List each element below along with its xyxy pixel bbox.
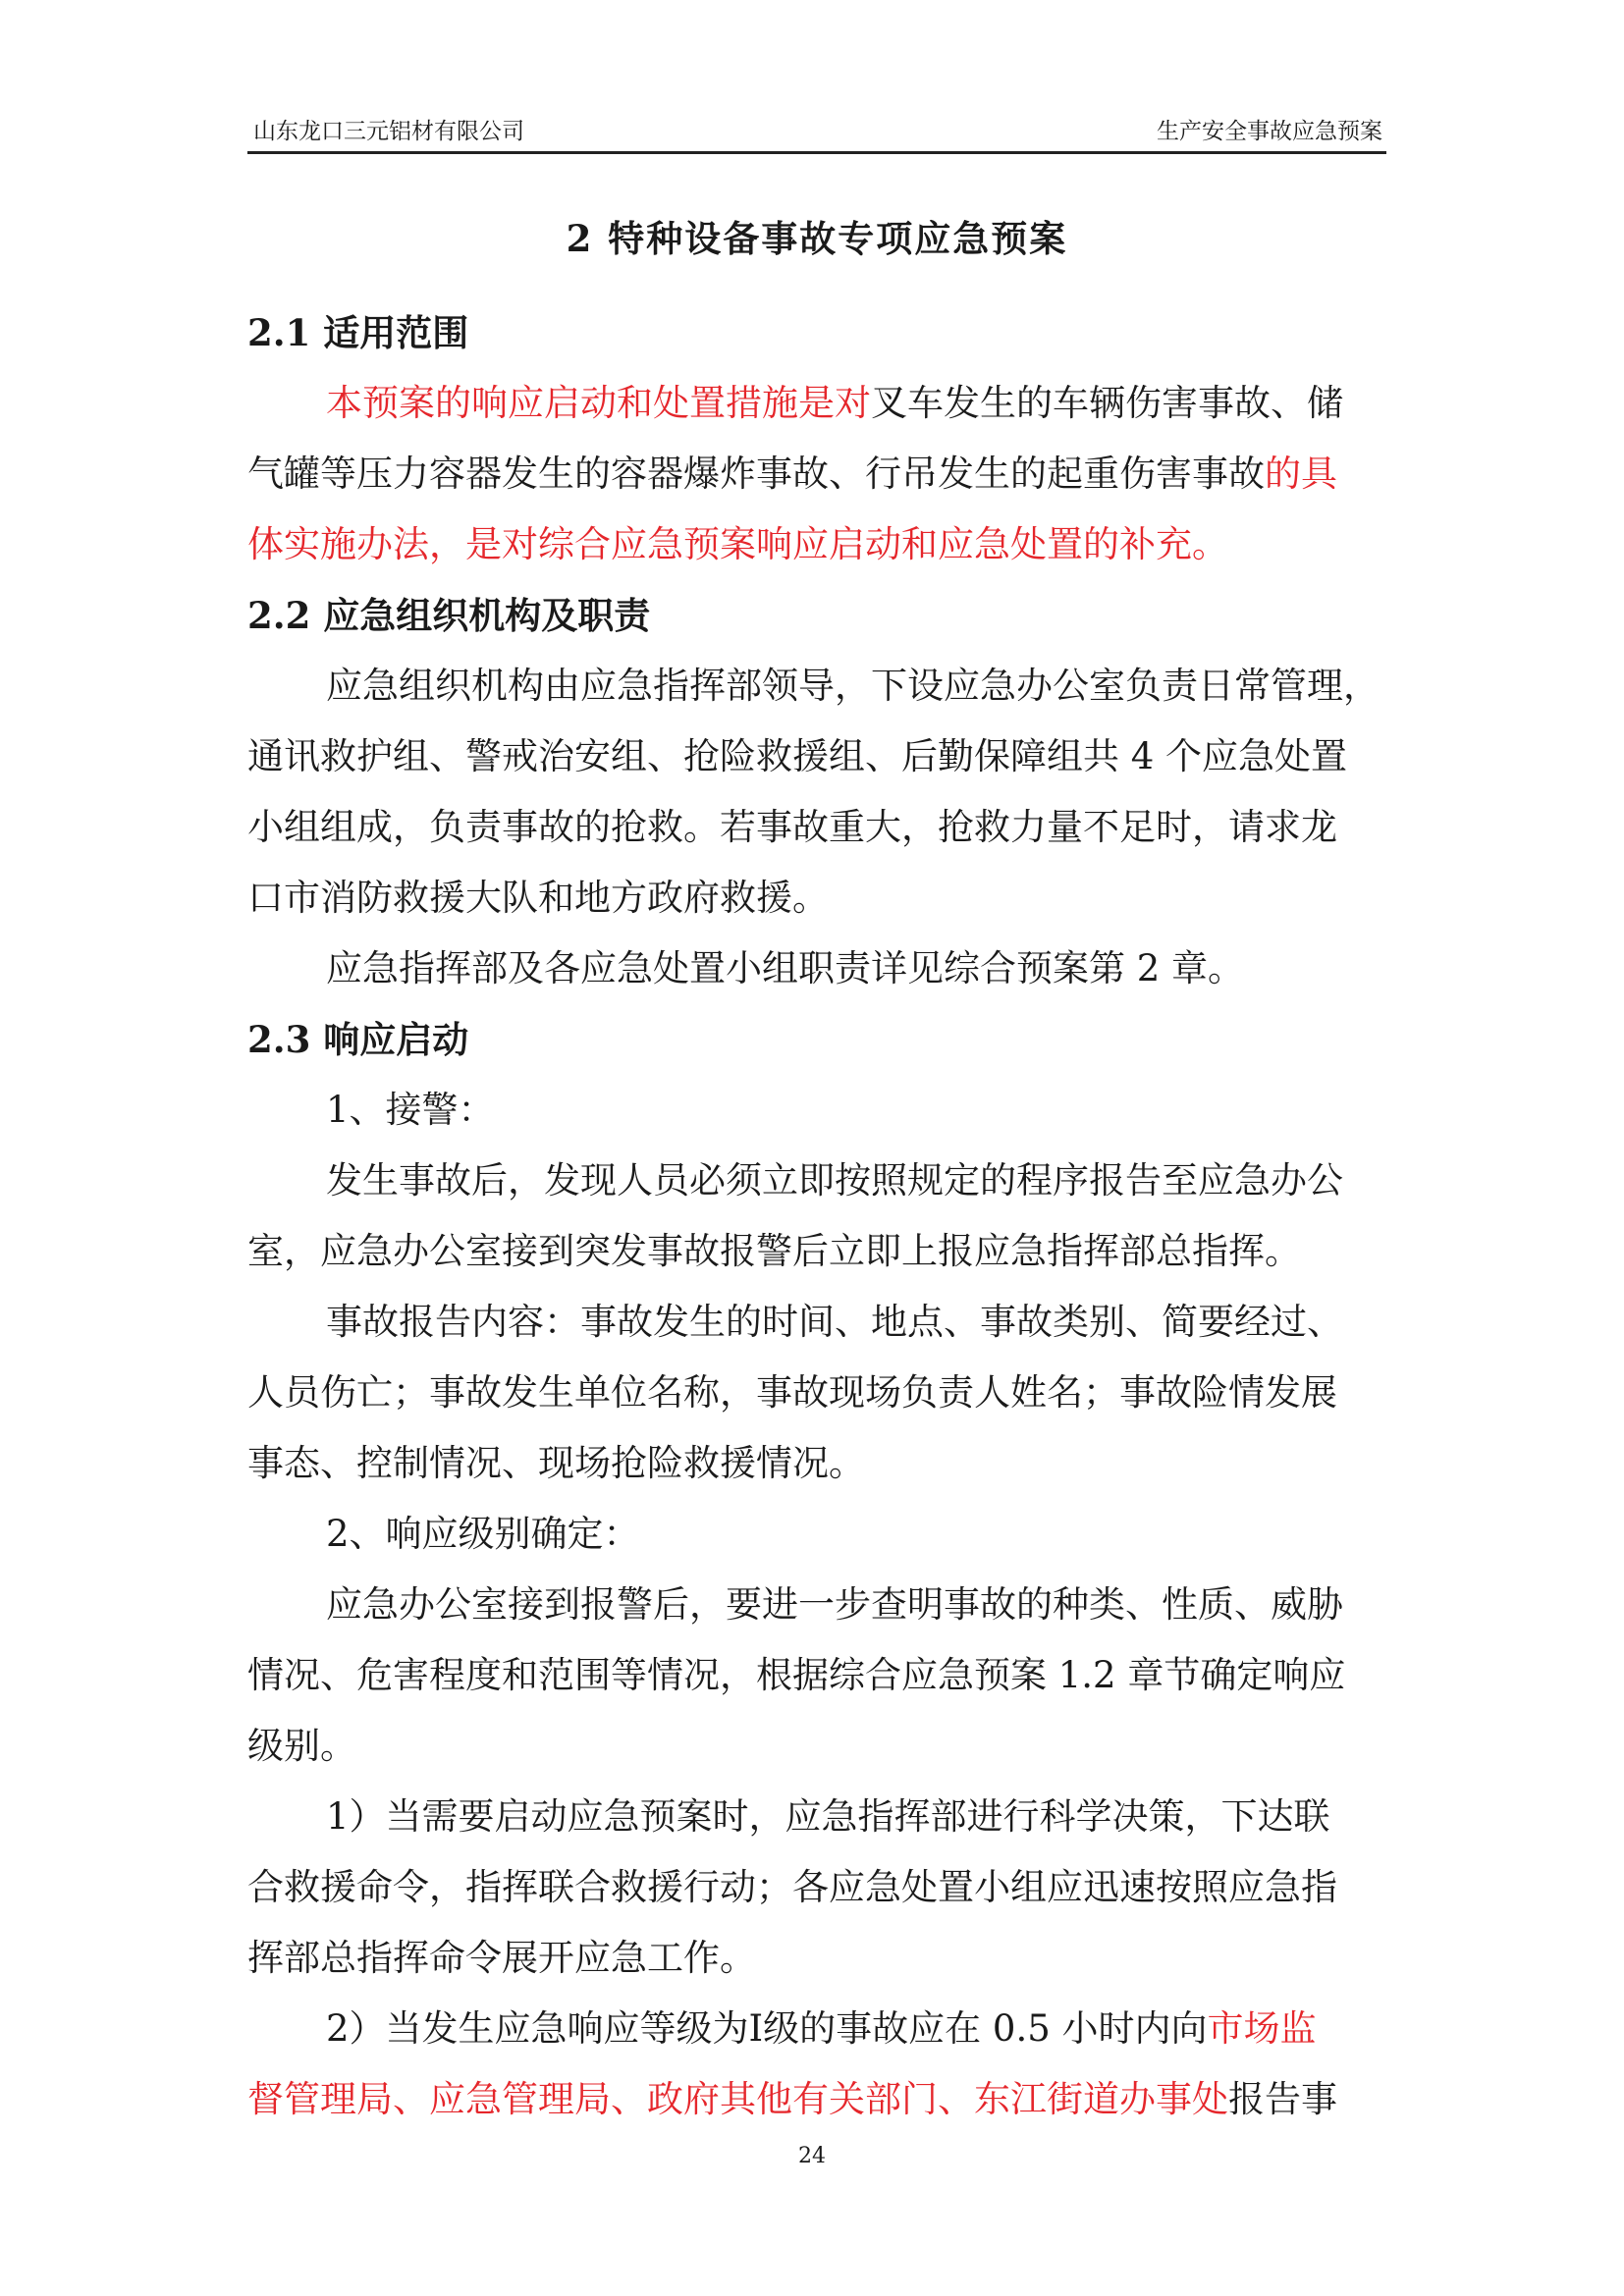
page-number: 24	[798, 2144, 826, 2168]
section-2-3-paragraph-line: 1）当需要启动应急预案时，应急指挥部进行科学决策，下达联	[326, 1795, 1330, 1838]
section-2-1-heading: 2.1 适用范围	[247, 311, 469, 354]
body-text: 2）当发生应急响应等级为Ⅰ级的事故应在 0.5 小时内向	[326, 2007, 1208, 2050]
section-2-3-paragraph-line: 事故报告内容：事故发生的时间、地点、事故类别、简要经过、	[326, 1301, 1343, 1343]
section-2-3-heading: 2.3 响应启动	[247, 1018, 469, 1061]
highlighted-text: 的具	[1265, 453, 1337, 495]
highlighted-text: 督管理局、应急管理局、政府其他有关部门、东江街道办事处	[247, 2078, 1228, 2120]
section-2-1-paragraph-line	[247, 509, 1386, 580]
section-2-2-paragraph-line: 小组组成，负责事故的抢救。若事故重大，抢救力量不足时，请求龙	[247, 806, 1337, 848]
list-item-heading: 1、接警：	[326, 1089, 495, 1131]
header-document-title: 生产安全事故应急预案	[1157, 119, 1382, 144]
highlighted-text: 市场监	[1207, 2007, 1317, 2050]
body-text: 报告事	[1228, 2078, 1337, 2120]
document-body	[247, 201, 1386, 2135]
body-text: 叉车发生的车辆伤害事故、储	[871, 382, 1343, 424]
section-2-3-paragraph-line: 应急办公室接到报警后，要进一步查明事故的种类、性质、威胁	[326, 1583, 1343, 1626]
page-header	[247, 114, 1386, 154]
section-2-3-paragraph-line: 发生事故后，发现人员必须立即按照规定的程序报告至应急办公	[326, 1159, 1343, 1201]
section-2-1-paragraph-line	[247, 368, 1386, 439]
section-2-3-paragraph-line: 事态、控制情况、现场抢险救援情况。	[247, 1442, 865, 1484]
highlighted-text: 体实施办法，是对综合应急预案响应启动和应急处置的补充。	[247, 523, 1228, 565]
body-text: 气罐等压力容器发生的容器爆炸事故、行吊发生的起重伤害事故	[247, 453, 1265, 495]
section-2-2-heading: 2.2 应急组织机构及职责	[247, 594, 651, 637]
highlighted-text: 本预案的响应启动和处置措施是对	[326, 382, 871, 424]
section-2-3-paragraph-line: 合救援命令，指挥联合救援行动；各应急处置小组应迅速按照应急指	[247, 1866, 1337, 1908]
chapter-title: 2 特种设备事故专项应急预案	[566, 217, 1068, 260]
section-2-3-paragraph-line: 级别。	[247, 1725, 356, 1767]
section-2-3-paragraph-line: 情况、危害程度和范围等情况，根据综合应急预案 1.2 章节确定响应	[247, 1654, 1346, 1696]
section-2-1-paragraph-line	[247, 439, 1386, 509]
section-2-3-paragraph-line: 挥部总指挥命令展开应急工作。	[247, 1937, 756, 1979]
section-2-3-paragraph-line: 人员伤亡；事故发生单位名称，事故现场负责人姓名；事故险情发展	[247, 1371, 1337, 1414]
section-2-3-paragraph-line	[247, 2064, 1386, 2135]
section-2-3-paragraph-line	[247, 1994, 1386, 2064]
section-2-3-paragraph-line: 室，应急办公室接到突发事故报警后立即上报应急指挥部总指挥。	[247, 1230, 1301, 1272]
section-2-2-paragraph-line: 应急指挥部及各应急处置小组职责详见综合预案第 2 章。	[326, 947, 1245, 989]
list-item-heading: 2、响应级别确定：	[326, 1513, 640, 1555]
section-2-2-paragraph-line: 口市消防救援大队和地方政府救援。	[247, 877, 829, 919]
section-2-2-paragraph-line: 应急组织机构由应急指挥部领导，下设应急办公室负责日常管理，	[326, 665, 1380, 707]
header-company-name: 山东龙口三元铝材有限公司	[253, 119, 524, 144]
section-2-2-paragraph-line: 通讯救护组、警戒治安组、抢险救援组、后勤保障组共 4 个应急处置	[247, 735, 1348, 777]
